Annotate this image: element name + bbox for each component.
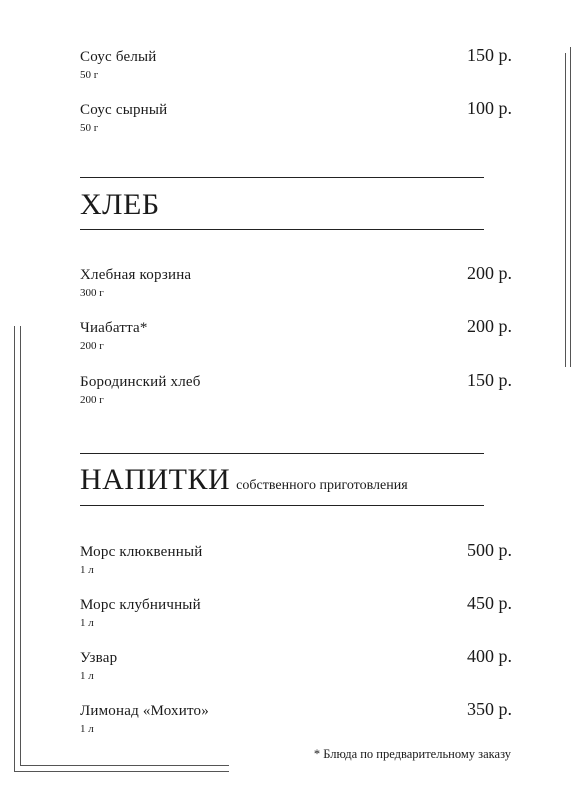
section-rule-bottom [80, 505, 484, 506]
menu-item [80, 699, 512, 743]
menu-item [80, 45, 512, 89]
frame-line-bottom-outer [14, 771, 229, 772]
item-weight: 1 л [80, 564, 94, 576]
item-price: 200 р. [467, 263, 512, 283]
section-title: ХЛЕБ [80, 188, 160, 221]
section-rule-top [80, 453, 484, 454]
item-name: Хлебная корзина [80, 267, 192, 283]
section-rule-bottom [80, 229, 484, 230]
section-rule-top [80, 177, 484, 178]
item-name: Соус белый [80, 49, 157, 65]
item-weight: 1 л [80, 670, 94, 682]
item-price: 150 р. [467, 45, 512, 65]
item-name: Морс клюквенный [80, 544, 203, 560]
item-weight: 50 г [80, 122, 99, 134]
frame-line-left-outer [14, 326, 15, 772]
item-name: Морс клубничный [80, 597, 201, 613]
item-price: 400 р. [467, 646, 512, 666]
frame-line-left-inner [20, 326, 21, 766]
menu-item [80, 646, 512, 690]
footnote: * Блюда по предварительному заказу [313, 747, 511, 761]
menu-item [80, 263, 512, 307]
section-title: НАПИТКИ [80, 463, 231, 496]
item-name: Чиабатта* [80, 320, 148, 336]
menu-item [80, 316, 512, 360]
section-heading-bread [80, 188, 160, 222]
item-price: 500 р. [467, 540, 512, 560]
item-price: 150 р. [467, 370, 512, 390]
menu-item [80, 370, 512, 414]
frame-line-bottom-inner [20, 765, 229, 766]
item-weight: 1 л [80, 617, 94, 629]
item-weight: 200 г [80, 394, 104, 406]
section-subtitle: собственного приготовления [236, 478, 408, 493]
item-name: Лимонад «Мохито» [80, 703, 209, 719]
item-name: Узвар [80, 650, 118, 666]
menu-item [80, 98, 512, 142]
item-weight: 300 г [80, 287, 104, 299]
frame-line-right-inner [565, 53, 566, 367]
section-heading-drinks [80, 463, 408, 497]
item-price: 350 р. [467, 699, 512, 719]
item-weight: 50 г [80, 69, 99, 81]
item-price: 200 р. [467, 316, 512, 336]
frame-line-right-outer [570, 47, 571, 367]
menu-item [80, 540, 512, 584]
item-price: 100 р. [467, 98, 512, 118]
menu-item [80, 593, 512, 637]
item-weight: 200 г [80, 340, 104, 352]
item-price: 450 р. [467, 593, 512, 613]
item-weight: 1 л [80, 723, 94, 735]
item-name: Соус сырный [80, 102, 168, 118]
item-name: Бородинский хлеб [80, 374, 201, 390]
